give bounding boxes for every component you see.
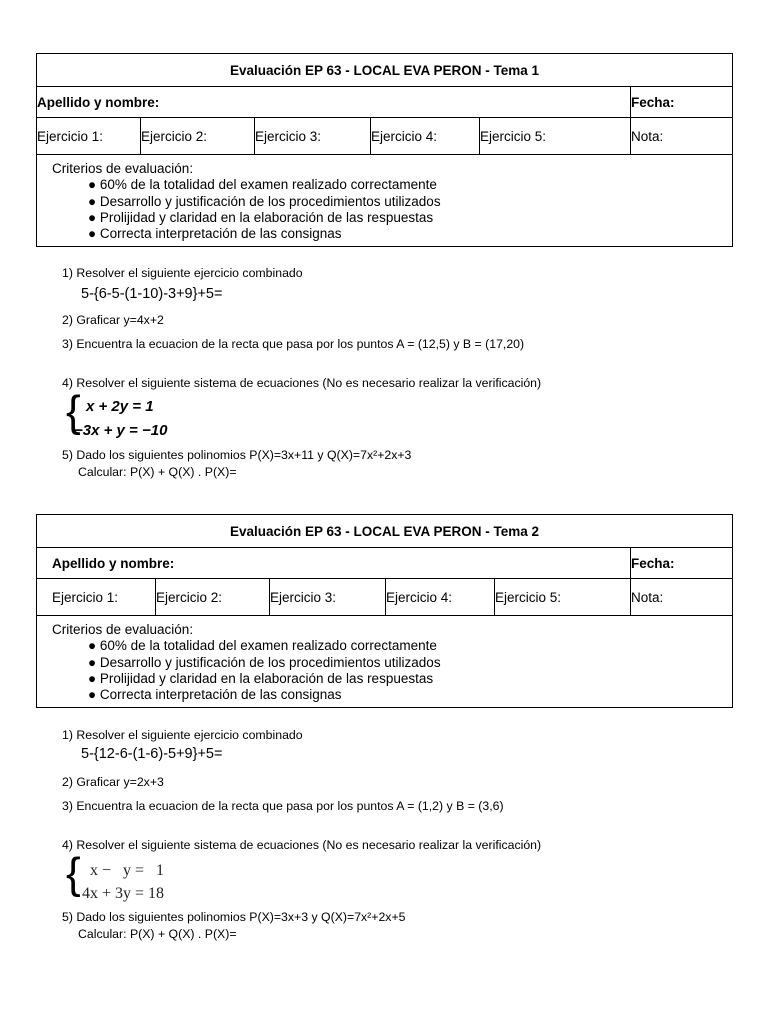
tema2-criterio-item: ● Desarrollo y justificación de los procedimientos utilizados [88,655,732,671]
tema2-ejercicio-1: Ejercicio 1: [37,579,156,616]
tema2-question-1: 1) Resolver el siguiente ejercicio combinado [62,728,303,742]
tema2-criterios [37,616,733,708]
tema1-apellido-label: Apellido y nombre: [37,87,631,118]
tema2-title: Evaluación EP 63 - LOCAL EVA PERON - Tema 2 [37,515,733,548]
tema1-question-2: 2) Graficar y=4x+2 [62,313,164,327]
tema1-question-5: 5) Dado los siguientes polinomios P(X)=3x+11 y Q(X)=7x²+2x+3 [62,448,412,462]
tema1-question-1-expression: 5-{6-5-(1-10)-3+9}+5= [81,286,223,302]
tema2-question-5: 5) Dado los siguientes polinomios P(X)=3x+3 y Q(X)=7x²+2x+5 [62,910,406,924]
tema1-system-eq-1: x + 2y = 1 [86,398,154,415]
tema2-ejercicio-5: Ejercicio 5: [495,579,631,616]
tema1-criterio-item: ● Prolijidad y claridad en la elaboración de las respuestas [88,210,732,226]
tema1-criterio-item: ● Desarrollo y justificación de los procedimientos utilizados [88,194,732,210]
tema1-ejercicio-5: Ejercicio 5: [480,118,631,155]
tema1-question-5-calc: Calcular: P(X) + Q(X) . P(X)= [78,465,237,479]
tema2-criterios-list [52,638,732,703]
tema2-system-eq-1: x − y = 1 [90,862,165,879]
tema1-ejercicio-4: Ejercicio 4: [371,118,480,155]
tema2-ejercicio-3: Ejercicio 3: [270,579,386,616]
tema1-title: Evaluación EP 63 - LOCAL EVA PERON - Tema 1 [37,54,733,87]
tema1-question-1: 1) Resolver el siguiente ejercicio combinado [62,266,303,280]
tema1-ejercicio-3: Ejercicio 3: [255,118,371,155]
tema2-question-3: 3) Encuentra la ecuacion de la recta que pasa por los puntos A = (1,2) y B = (3,6) [62,799,504,813]
tema1-criterio-item: ● 60% de la totalidad del examen realizado correctamente [88,177,732,193]
tema2-header-table [36,514,733,708]
tema2-ejercicio-4: Ejercicio 4: [386,579,495,616]
tema1-criterios [37,155,733,247]
tema1-question-3: 3) Encuentra la ecuacion de la recta que pasa por los puntos A = (12,5) y B = (17,20) [62,337,525,351]
tema1-criterios-list [52,177,732,242]
tema1-criterios-title: Criterios de evaluación: [52,161,194,176]
tema1-header-table [36,53,733,247]
tema2-system-eq-2: 4x + 3y = 18 [82,885,165,902]
tema1-question-4: 4) Resolver el siguiente sistema de ecuaciones (No es necesario realizar la verificación) [62,376,542,390]
tema1-system-eq-2: −3x + y = −10 [74,422,168,439]
tema1-ejercicio-2: Ejercicio 2: [141,118,255,155]
tema2-criterio-item: ● Prolijidad y claridad en la elaboración de las respuestas [88,671,732,687]
tema1-criterio-item: ● Correcta interpretación de las consignas [88,226,732,242]
brace-icon: { [66,849,81,898]
tema1-nota-label: Nota: [631,118,733,155]
tema2-criterio-item: ● Correcta interpretación de las consignas [88,687,732,703]
tema1-ejercicio-1: Ejercicio 1: [37,118,141,155]
tema2-ejercicio-2: Ejercicio 2: [156,579,270,616]
tema1-fecha-label: Fecha: [631,87,733,118]
tema2-question-2: 2) Graficar y=2x+3 [62,775,164,789]
tema2-question-1-expression: 5-{12-6-(1-6)-5+9}+5= [81,746,223,762]
tema2-apellido-label: Apellido y nombre: [37,548,631,579]
tema2-criterio-item: ● 60% de la totalidad del examen realizado correctamente [88,638,732,654]
brace-icon: { [66,387,81,436]
tema2-nota-label: Nota: [631,579,733,616]
tema2-criterios-title: Criterios de evaluación: [52,622,194,637]
tema2-question-4: 4) Resolver el siguiente sistema de ecuaciones (No es necesario realizar la verificación) [62,838,542,852]
tema2-fecha-label: Fecha: [631,548,733,579]
tema2-question-5-calc: Calcular: P(X) + Q(X) . P(X)= [78,927,237,941]
